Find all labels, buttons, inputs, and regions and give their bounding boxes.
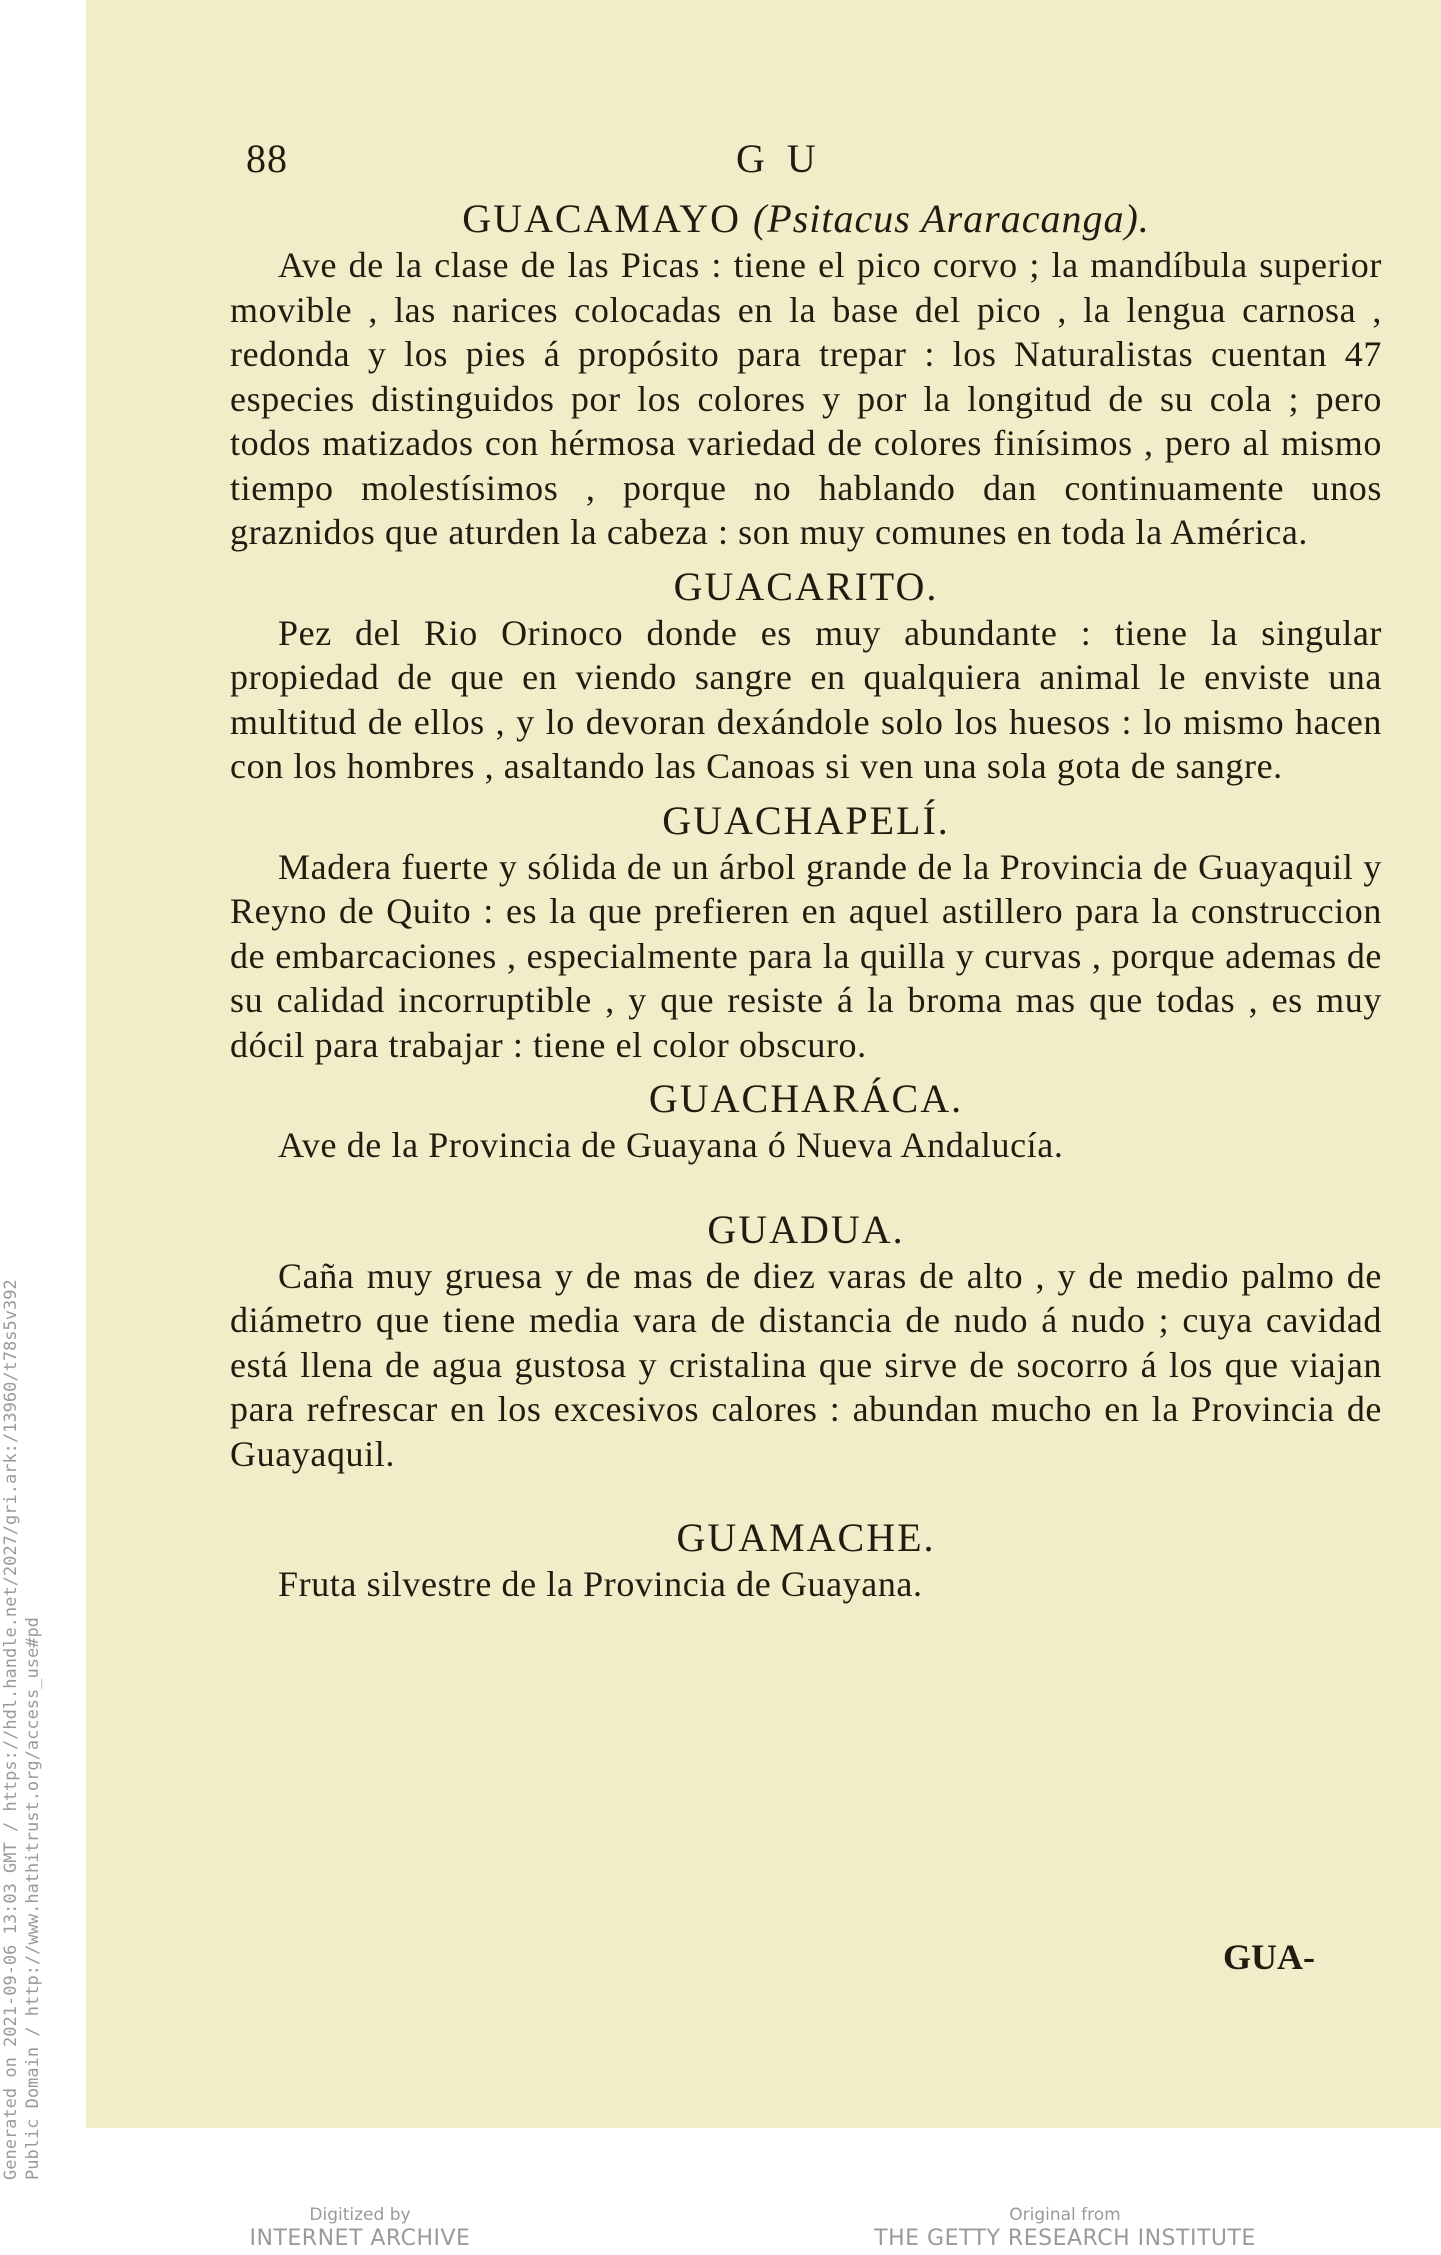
access-notice bbox=[0, 880, 44, 2180]
scanned-page bbox=[86, 0, 1441, 2128]
entry-text: Caña muy gruesa y de mas de diez varas de alto , y de medio palmo de diámetro que tiene media vara de distancia de nudo á nudo ; cuya cavidad está llena de agua gustosa y cristalina que sirve de socorro á los que viajan para refrescar en los excesivos calores : abundan mucho en la Provincia de Guayaquil. bbox=[230, 1255, 1382, 1474]
digitizer-credit bbox=[210, 2205, 510, 2253]
dictionary-body bbox=[230, 195, 1382, 1607]
entry-latin-name: (Psitacus Araracanga). bbox=[752, 196, 1150, 241]
entry-title: GUACARITO. bbox=[673, 563, 939, 609]
page-number: 88 bbox=[246, 136, 288, 181]
entry-title: GUADUA. bbox=[707, 1206, 905, 1252]
entry-title bbox=[230, 195, 1382, 243]
entry-title: GUACHAPELÍ. bbox=[662, 797, 950, 843]
catchword: GUA- bbox=[1223, 1937, 1315, 1977]
entry-headword: GUACAMAYO bbox=[462, 196, 741, 241]
entry-title: GUAMACHE. bbox=[676, 1515, 936, 1560]
source-name: THE GETTY RESEARCH INSTITUTE bbox=[874, 2226, 1256, 2251]
entry-title: GUACHARÁCA. bbox=[648, 1076, 964, 1121]
original-from-label: Original from bbox=[1009, 2205, 1121, 2225]
rights-notice: Public Domain / http://www.hathitrust.org/access_use#pd bbox=[23, 1617, 43, 2180]
running-head-letters: G U bbox=[736, 136, 822, 181]
entry-text: Ave de la clase de las Picas : tiene el pico corvo ; la mandíbula superior movible , las narices colocadas en la base del pico , la lengua carnosa , redonda y los pies á propósito para trepar : los Naturalistas cuentan 47 especies distinguidos por los colores y por la longitud de su cola ; pero todos matizados con hérmosa variedad de colores finísimos , pero al mismo tiempo molestísimos , porque no hablando dan continuamente unos graznidos que aturden la cabeza : son muy comunes en toda la América. bbox=[230, 245, 1382, 552]
generated-notice: Generated on 2021-09-06 13:03 GMT / https://hdl.handle.net/2027/gri.ark:/13960/t78s5v392 bbox=[1, 1279, 21, 2180]
source-credit bbox=[850, 2205, 1280, 2253]
entry-text: Pez del Rio Orinoco donde es muy abundante : tiene la singular propiedad de que en viendo sangre en qualquiera animal le enviste una multitud de ellos , y lo devoran dexándole solo los huesos : lo mismo hacen con los hombres , asaltando las Canoas si ven una sola gota de sangre. bbox=[230, 612, 1382, 786]
entry-text: Fruta silvestre de la Provincia de Guayana. bbox=[278, 1564, 923, 1604]
entry-text: Madera fuerte y sólida de un árbol grande de la Provincia de Guayaquil y Reyno de Quito : es la que prefieren en aquel astillero para la construccion de embarcaciones , especialmente para la quilla y curvas , porque ademas de su calidad incorruptible , y que resiste á la broma mas que todas , es muy dócil para trabajar : tiene el color obscuro. bbox=[230, 846, 1382, 1065]
digitizer-name: INTERNET ARCHIVE bbox=[249, 2226, 471, 2251]
footer bbox=[0, 2205, 1441, 2255]
entry-text: Ave de la Provincia de Guayana ó Nueva Andalucía. bbox=[278, 1125, 1064, 1165]
digitized-by-label: Digitized by bbox=[309, 2205, 411, 2225]
